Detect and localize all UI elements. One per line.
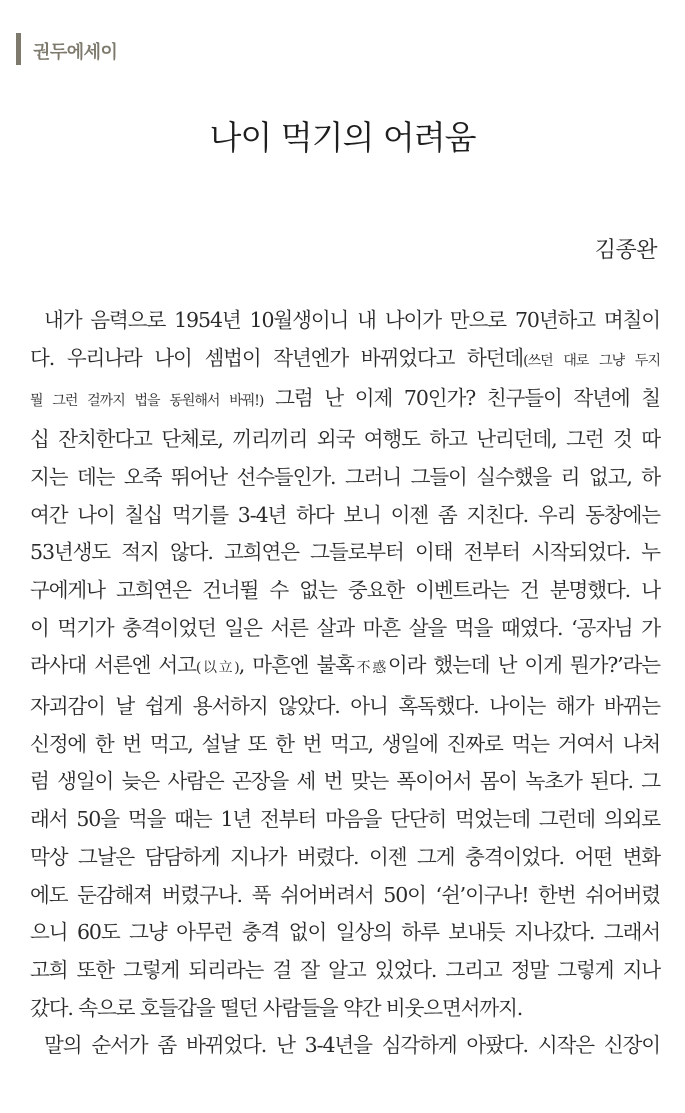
body-line — [30, 302, 660, 340]
section-label-text: 권두에세이 — [33, 42, 118, 63]
body-line — [30, 647, 660, 688]
body-text-span: 라사대 서른엔 서고 — [30, 653, 196, 678]
section-label — [16, 33, 117, 65]
body-line — [30, 952, 660, 990]
body-line — [30, 572, 660, 610]
body-line — [30, 497, 660, 535]
body-line — [30, 990, 660, 1028]
body-text-span: 구에게나 고희연은 건너뛸 수 없는 중요한 이벤트라는 건 분명했다. 나 — [30, 577, 660, 602]
body-text-span: 다. 우리나라 나이 셈법이 작년엔가 바뀌었다고 하던데 — [30, 345, 524, 370]
body-line — [30, 380, 660, 421]
hanja-annotation: (以立) — [195, 660, 239, 677]
body-text-span: 에도 둔감해져 버렸구나. 푹 쉬어버려서 50이 ‘쉰’이구나! 한번 쉬어버렸 — [30, 882, 660, 907]
body-line — [30, 340, 660, 381]
body-text-span: 내가 음력으로 1954년 10월생이니 내 나이가 만으로 70년하고 며칠이 — [44, 308, 660, 332]
body-text-span: 십 잔치한다고 단체로, 끼리끼리 외국 여행도 하고 난리던데, 그런 것 따 — [30, 427, 660, 452]
body-text-span: 53년생도 적지 않다. 고희연은 그들로부터 이태 전부터 시작되었다. 누 — [30, 540, 660, 565]
article-body — [30, 302, 660, 1065]
parenthetical-note: 뭘 그런 걸까지 법을 동원해서 바꿔!) — [30, 393, 264, 410]
body-text-span: 그럼 난 이제 70인가? 친구들이 작년에 칠 — [263, 386, 660, 411]
body-text-span: 럼 생일이 늦은 사람은 곤장을 세 번 맞는 폭이어서 몸이 녹초가 된다. 그 — [30, 769, 660, 794]
body-text-span: 신정에 한 번 먹고, 설날 또 한 번 먹고, 생일에 진짜로 먹는 거여서 나처 — [30, 731, 660, 756]
body-text-span: 이라 했는데 난 이게 뭔가?’라는 — [387, 653, 660, 678]
article-author: 김종완 — [594, 238, 657, 263]
body-text-span: 자괴감이 날 쉽게 용서하지 않았다. 아니 혹독했다. 나이는 해가 바뀌는 — [30, 694, 660, 719]
body-text-span: 여간 나이 칠십 먹기를 3-4년 하다 보니 이젠 좀 지친다. 우리 동창에는 — [30, 502, 660, 527]
body-text-span: 지는 데는 오죽 뛰어난 선수들인가. 그러니 그들이 실수했을 리 없고, 하 — [30, 464, 660, 489]
body-text-span: 고희 또한 그렇게 되리라는 걸 잘 알고 있었다. 그리고 정말 그렇게 지나 — [30, 957, 660, 982]
body-line — [30, 534, 660, 572]
body-text-span: 으니 60도 그냥 아무런 충격 없이 일상의 하루 보내듯 지나갔다. 그래서 — [30, 920, 660, 945]
hanja-annotation: 不惑 — [353, 660, 388, 677]
body-line — [30, 726, 660, 764]
body-text-span: 말의 순서가 좀 바뀌었다. 난 3-4년을 심각하게 아팠다. 시작은 신장이 — [44, 1033, 660, 1058]
body-text-span: , 마흔엔 불혹 — [238, 653, 354, 678]
body-line — [30, 1027, 660, 1065]
body-line — [30, 801, 660, 839]
body-line — [30, 914, 660, 952]
body-text-span: 래서 50을 먹을 때는 1년 전부터 마음을 단단히 먹었는데 그런데 의외로 — [30, 807, 660, 832]
body-text-span: 갔다. 속으로 호들갑을 떨던 사람들을 약간 비웃으면서까지. — [30, 995, 523, 1020]
body-line — [30, 877, 660, 915]
body-line — [30, 763, 660, 801]
body-text-span: 이 먹기가 충격이었던 일은 서른 살과 마흔 살을 먹을 때였다. ‘공자님 가 — [30, 615, 660, 640]
article-title: 나이 먹기의 어려움 — [209, 118, 476, 157]
body-line — [30, 459, 660, 497]
body-line — [30, 839, 660, 877]
section-accent-bar — [16, 33, 21, 65]
body-text-span: 막상 그날은 담담하게 지나가 버렸다. 이젠 그게 충격이었다. 어떤 변화 — [30, 844, 660, 869]
body-line — [30, 688, 660, 726]
body-line — [30, 610, 660, 648]
parenthetical-note: (쓰던 대로 그냥 두지 — [523, 352, 660, 369]
body-line — [30, 421, 660, 459]
